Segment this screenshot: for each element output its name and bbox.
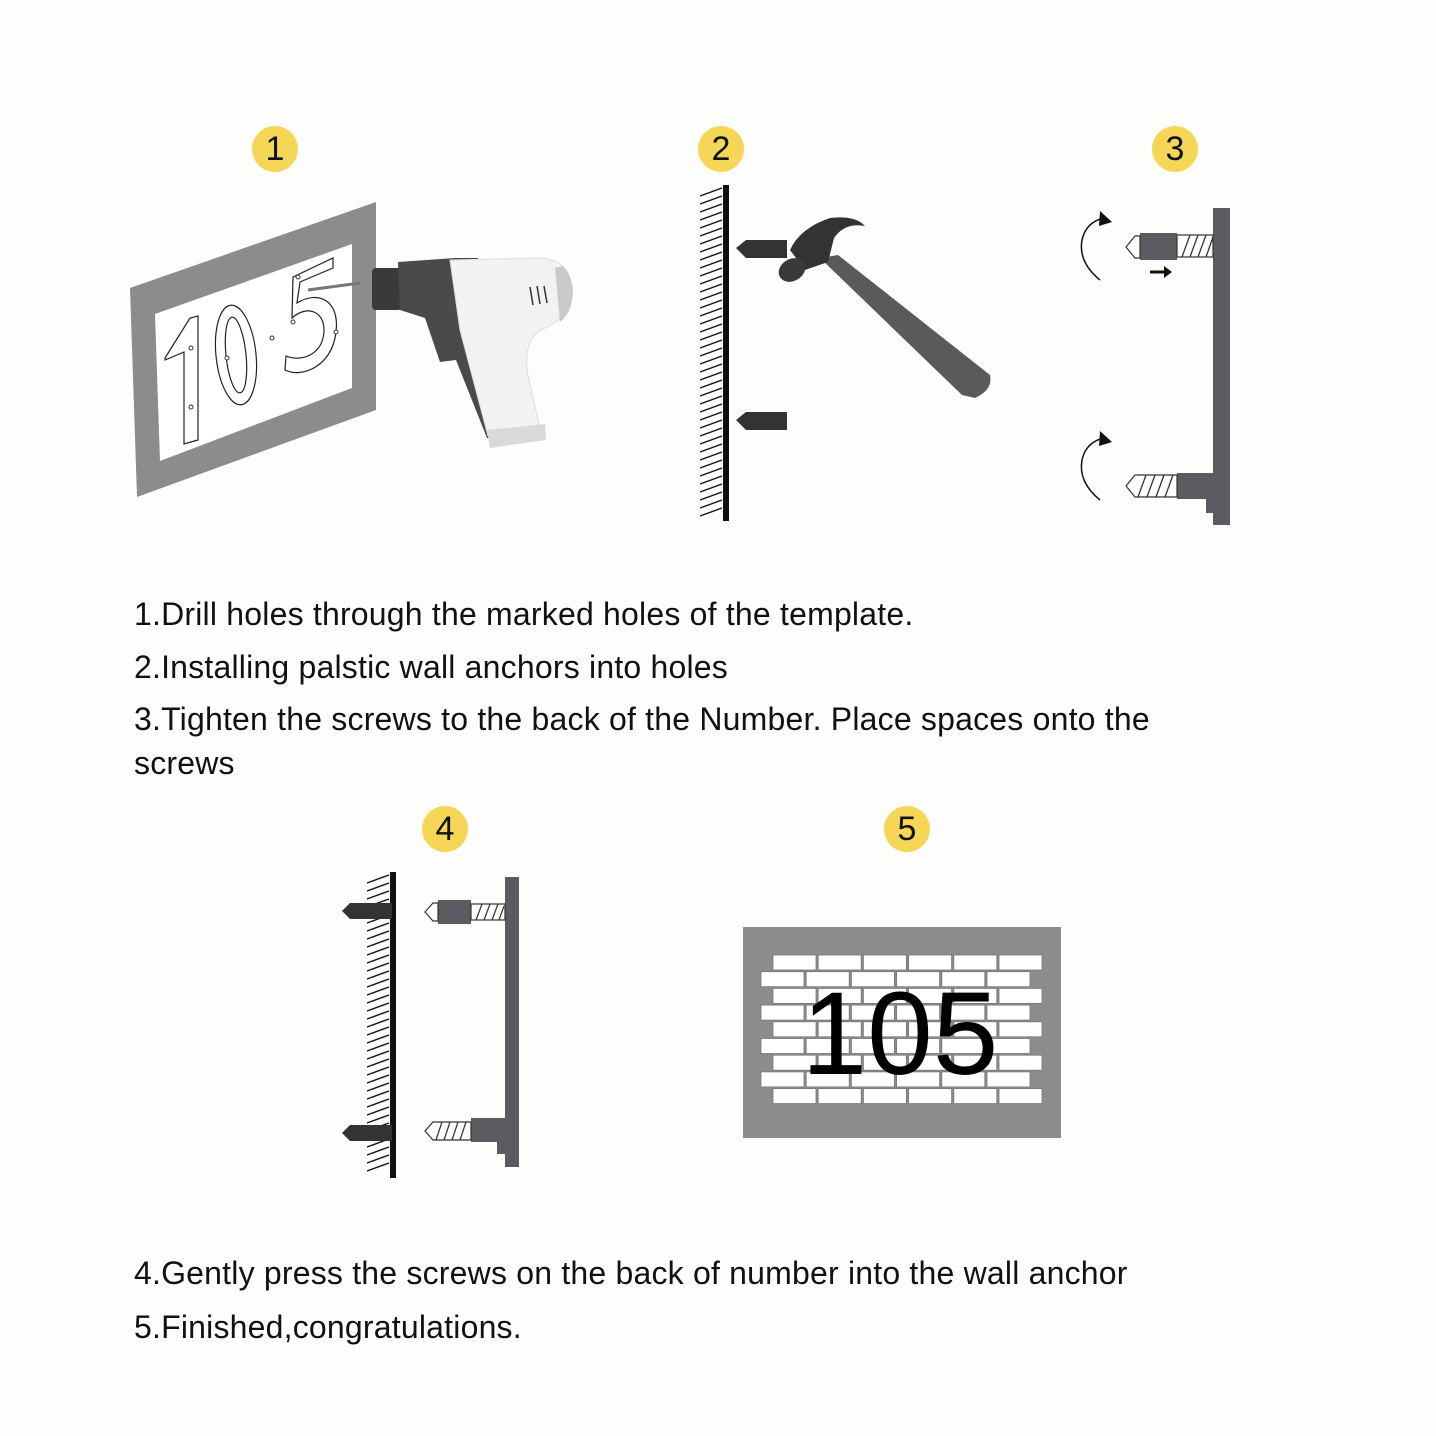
- instruction-1: 1.Drill holes through the marked holes of the template.: [134, 596, 914, 632]
- step-2-badge: 2: [698, 126, 744, 172]
- step-5-badge: 5: [884, 806, 930, 852]
- instruction-3-continued: screws: [134, 745, 235, 781]
- instruction-2: 2.Installing palstic wall anchors into holes: [134, 649, 729, 685]
- step-4-badge: 4: [422, 806, 468, 852]
- instruction-3: 3.Tighten the screws to the back of the Number. Place spaces onto the: [134, 701, 1150, 737]
- step-1-badge: 1: [252, 126, 298, 172]
- instruction-5: 5.Finished,congratulations.: [134, 1309, 522, 1345]
- house-number: 105: [801, 968, 999, 1100]
- step-3-badge: 3: [1152, 126, 1198, 172]
- instruction-4: 4.Gently press the screws on the back of number into the wall anchor: [134, 1255, 1128, 1291]
